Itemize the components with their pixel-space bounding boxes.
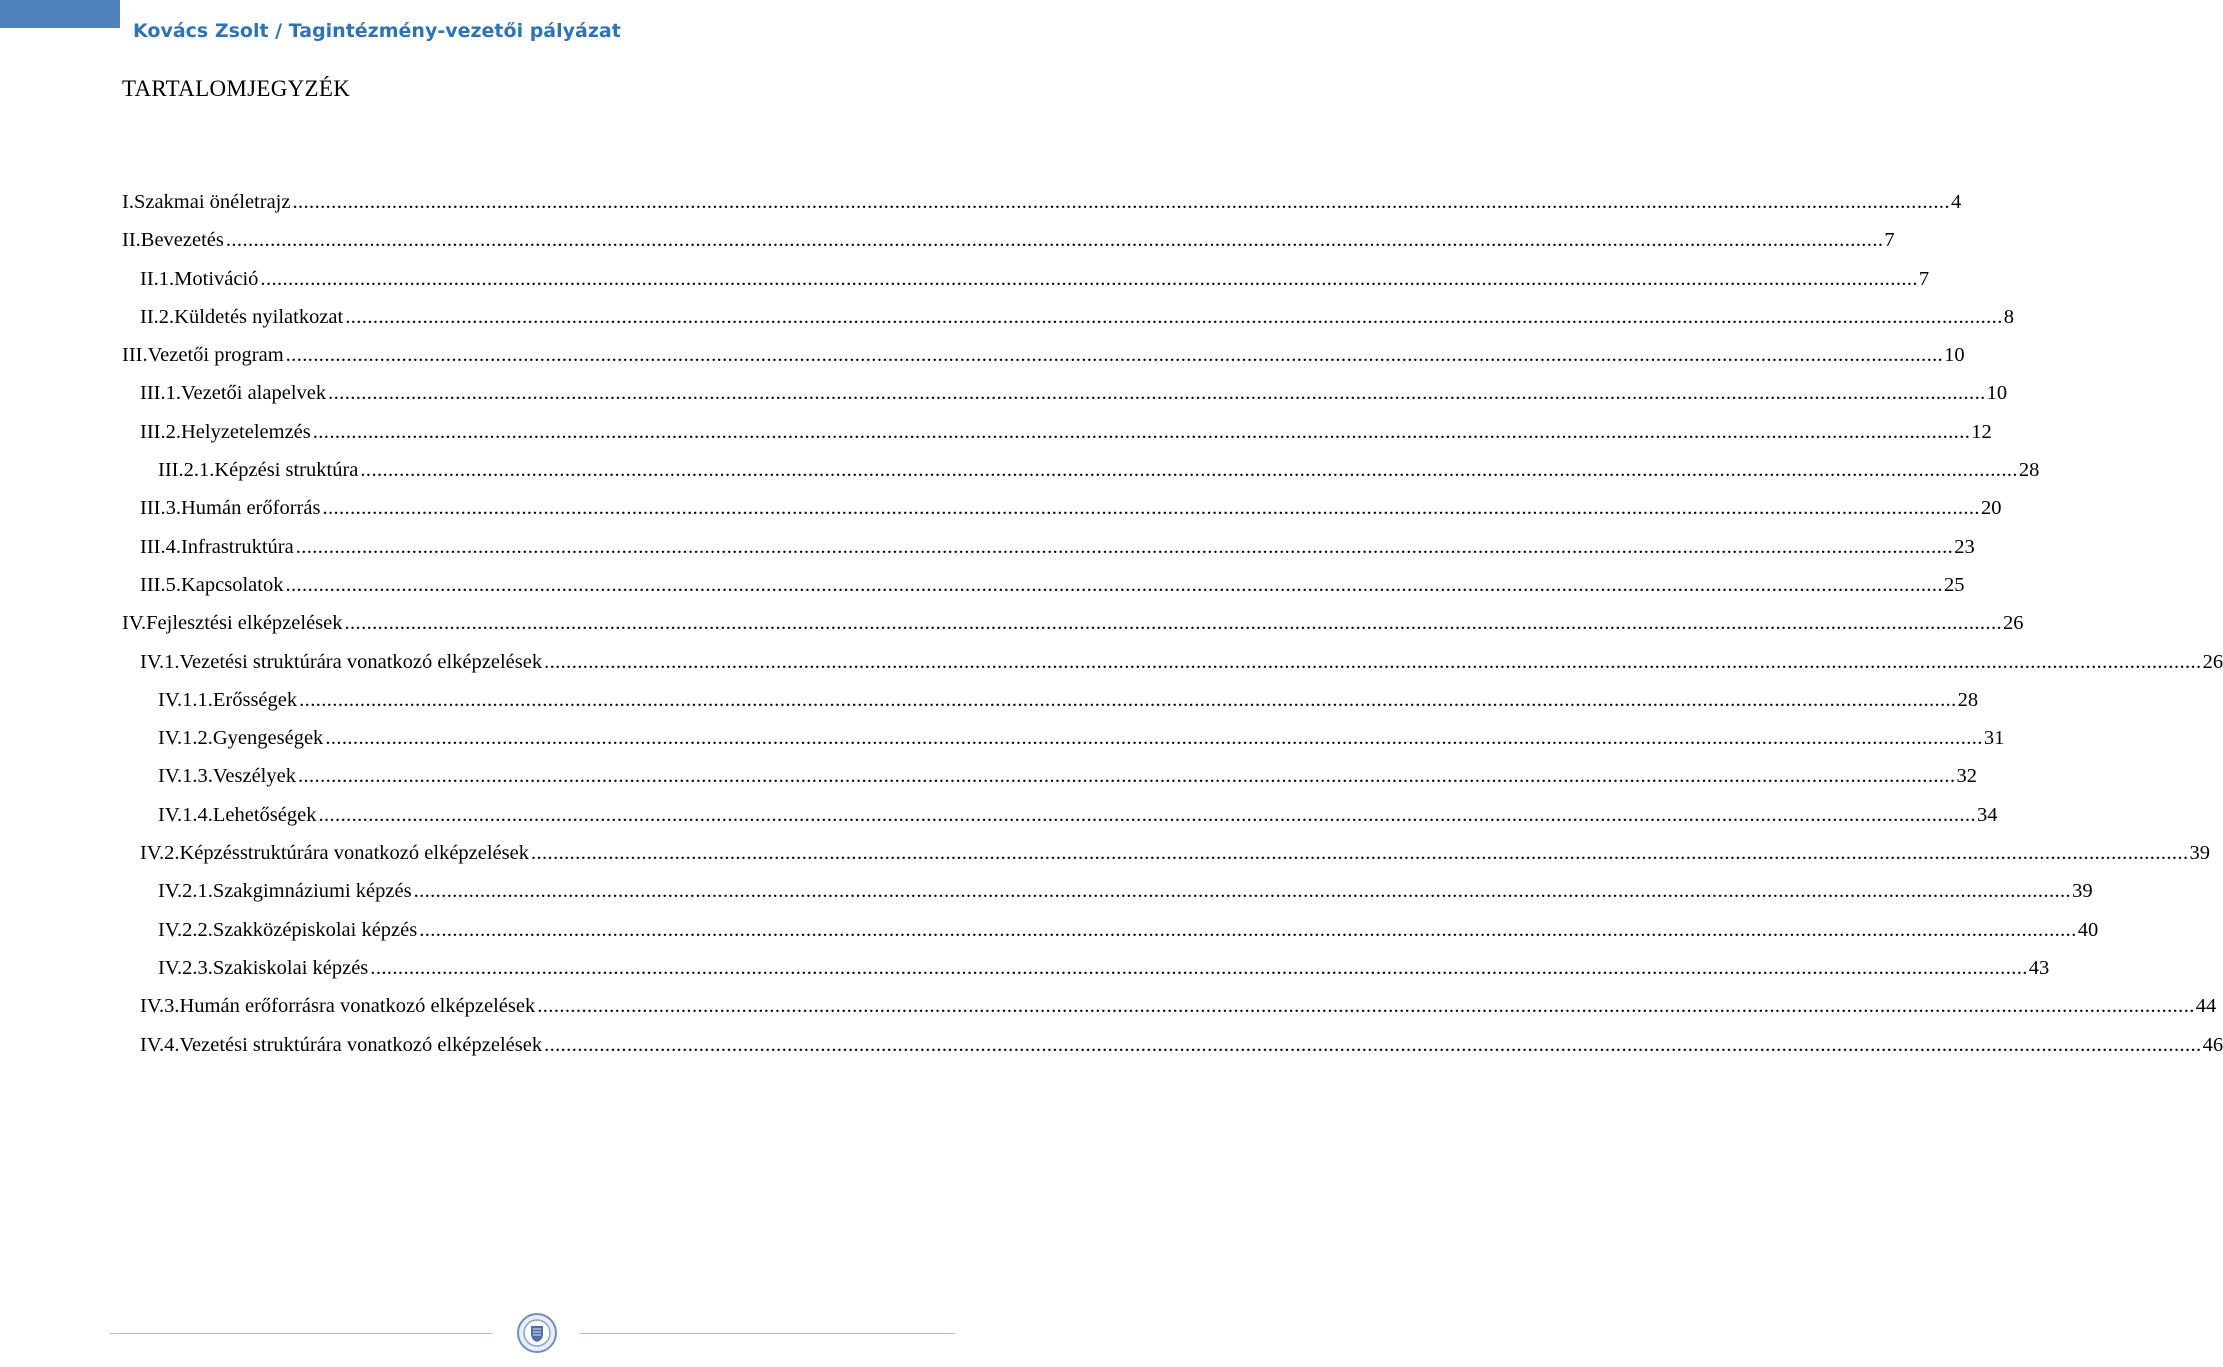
toc-leader-dots: ............................................................................................................................................................................................................................................................................................................ [260,267,1918,290]
toc-leader-dots: ............................................................................................................................................................................................................................................................................................................ [344,612,2002,635]
toc-entry-title: Szakmai önéletrajz [133,191,291,213]
toc-entry-number: IV.2.2. [158,918,213,941]
toc-entry-title: Vezetői program [147,344,284,367]
toc-entry-page: 40 [2077,918,2099,941]
toc-entry[interactable] [140,840,2210,878]
toc-entry-title: Szakgimnáziumi képzés [212,880,412,903]
toc-entry-title: Vezetési struktúrára vonatkozó elképzelések [179,1033,543,1056]
toc-entry-title: Képzésstruktúrára vonatkozó elképzelések [179,842,529,865]
toc-entry-page: 34 [1976,803,1998,826]
page-header-title: Kovács Zsolt / Tagintézmény-vezetői pályázat [133,20,621,42]
toc-entry-page: 39 [2072,880,2093,903]
toc-entry[interactable] [140,419,1992,457]
toc-entry-title: Humán erőforrás [180,497,321,520]
toc-leader-dots: ............................................................................................................................................................................................................................................................................................................ [544,650,2202,673]
toc-entry-page: 32 [1956,765,1977,788]
toc-leader-dots: ............................................................................................................................................................................................................................................................................................................ [312,420,1971,443]
toc-entry-number: IV.2. [140,842,180,865]
toc-entry[interactable] [140,266,1930,304]
toc-entry[interactable] [158,763,1977,801]
toc-entry-number: III.3. [140,497,181,520]
school-seal-icon [516,1312,558,1354]
toc-entry-number: III.2. [140,420,181,443]
toc-leader-dots: ............................................................................................................................................................................................................................................................................................................ [370,956,2028,979]
toc-entry-page: 25 [1943,573,1965,596]
toc-leader-dots: ............................................................................................................................................................................................................................................................................................................ [328,382,1986,405]
toc-entry-number: II.1. [140,267,175,290]
header-accent-bar [0,0,120,28]
toc-leader-dots: ............................................................................................................................................................................................................................................................................................................ [360,459,2018,482]
toc-entry-page: 10 [1986,382,2008,405]
toc-entry[interactable] [140,649,2223,687]
toc-entry[interactable] [122,342,1965,380]
toc-entry-page: 39 [2189,842,2210,865]
toc-entry[interactable] [140,534,1975,572]
toc-entry[interactable] [122,189,1962,227]
toc-entry-number: IV.1.1. [158,688,213,711]
toc-entry-title: Képzési struktúra [214,459,359,482]
toc-entry-title: Küldetés nyilatkozat [174,305,344,328]
toc-entry-title: Humán erőforrásra vonatkozó elképzelések [179,995,536,1018]
toc-entry[interactable] [158,878,2093,916]
toc-entry-title: Szakközépiskolai képzés [212,918,418,941]
toc-entry-page: 7 [1884,229,1895,252]
toc-entry-page: 28 [1957,688,1979,711]
toc-entry-number: IV. [122,612,147,635]
toc-entry-title: Fejlesztési elképzelések [146,612,343,635]
toc-entry-title: Szakiskolai képzés [212,956,369,979]
toc-entry-number: III.2.1. [158,459,215,482]
footer-line-right [580,1333,955,1334]
toc-entry-page: 43 [2028,956,2050,979]
toc-entry-title: Infrastruktúra [180,535,294,558]
toc-leader-dots: ............................................................................................................................................................................................................................................................................................................ [345,305,2003,328]
toc-entry[interactable] [158,725,2005,763]
toc-entry-page: 26 [2202,650,2223,673]
toc-entry-number: II. [122,229,141,252]
toc-leader-dots: ............................................................................................................................................................................................................................................................................................................ [225,229,1884,252]
toc-entry-title: Helyzetelemzés [180,420,311,443]
toc-entry-number: III.4. [140,535,181,558]
toc-entry[interactable] [140,993,2217,1031]
toc-entry-number: III.1. [140,382,181,405]
toc-entry-number: III.5. [140,573,181,596]
toc-entry-title: Erősségek [212,688,298,711]
toc-leader-dots: ............................................................................................................................................................................................................................................................................................................ [299,688,1957,711]
toc-entry-page: 46 [2202,1033,2223,1056]
footer-line-left [110,1333,492,1334]
toc-leader-dots: ............................................................................................................................................................................................................................................................................................................ [285,344,1944,367]
toc-entry[interactable] [158,687,1979,725]
toc-entry[interactable] [140,304,2014,342]
toc-entry-number: IV.2.3. [158,956,213,979]
toc-leader-dots: ............................................................................................................................................................................................................................................................................................................ [544,1033,2202,1056]
toc-leader-dots: ............................................................................................................................................................................................................................................................................................................ [530,842,2189,865]
toc-entry-title: Lehetőségek [212,803,317,826]
toc-entry-title: Bevezetés [140,229,224,252]
toc-entry-number: IV.1. [140,650,180,673]
toc-entry-number: IV.2.1. [158,880,213,903]
toc-entry-title: Vezetői alapelvek [180,382,327,405]
toc-entry-number: IV.1.3. [158,765,213,788]
toc-entry-number: IV.3. [140,995,180,1018]
toc-entry-page: 44 [2195,995,2217,1018]
toc-entry-number: IV.1.2. [158,727,213,750]
toc-entry-number: IV.4. [140,1033,180,1056]
toc-entry[interactable] [140,1032,2223,1070]
toc-leader-dots: ............................................................................................................................................................................................................................................................................................................ [318,803,1976,826]
toc-leader-dots: ............................................................................................................................................................................................................................................................................................................ [295,535,1954,558]
table-of-contents [0,189,2223,1070]
toc-entry[interactable] [158,917,2099,955]
toc-entry-title: Gyengeségek [212,727,324,750]
toc-entry-page: 7 [1918,267,1930,290]
toc-entry-number: I. [122,191,134,213]
toc-leader-dots: ............................................................................................................................................................................................................................................................................................................ [285,573,1943,596]
toc-entry[interactable] [122,227,1895,265]
toc-leader-dots: ............................................................................................................................................................................................................................................................................................................ [325,727,1983,750]
toc-entry-page: 26 [2003,612,2024,635]
toc-leader-dots: ............................................................................................................................................................................................................................................................................................................ [322,497,1980,520]
toc-leader-dots: ............................................................................................................................................................................................................................................................................................................ [297,765,1956,788]
toc-entry[interactable] [140,495,2002,533]
toc-leader-dots: ............................................................................................................................................................................................................................................................................................................ [537,995,2195,1018]
toc-entry-number: II.2. [140,305,175,328]
toc-leader-dots: ............................................................................................................................................................................................................................................................................................................ [413,880,2072,903]
toc-entry-title: Veszélyek [212,765,296,788]
toc-entry[interactable] [158,802,1998,840]
toc-entry-number: III. [122,344,148,367]
toc-entry-page: 10 [1944,344,1965,367]
toc-leader-dots: ............................................................................................................................................................................................................................................................................................................ [292,191,1950,213]
toc-entry[interactable] [122,610,2024,648]
toc-entry[interactable] [140,572,1965,610]
toc-entry-page: 28 [2018,459,2040,482]
toc-leader-dots: ............................................................................................................................................................................................................................................................................................................ [419,918,2077,941]
toc-entry-page: 20 [1980,497,2002,520]
toc-entry-page: 8 [2003,305,2014,328]
toc-entry-page: 12 [1971,420,1992,443]
toc-entry-page: 23 [1954,535,1975,558]
toc-entry-title: Kapcsolatok [180,573,284,596]
toc-entry-title: Motiváció [174,267,259,290]
toc-entry-title: Vezetési struktúrára vonatkozó elképzelések [179,650,543,673]
toc-entry-number: IV.1.4. [158,803,213,826]
toc-entry[interactable] [140,380,2008,418]
toc-entry[interactable] [158,955,2050,993]
toc-entry-page: 4 [1950,191,1962,213]
toc-entry-page: 31 [1983,727,2005,750]
toc-entry[interactable] [158,457,2040,495]
toc-heading: TARTALOMJEGYZÉK [122,76,351,101]
